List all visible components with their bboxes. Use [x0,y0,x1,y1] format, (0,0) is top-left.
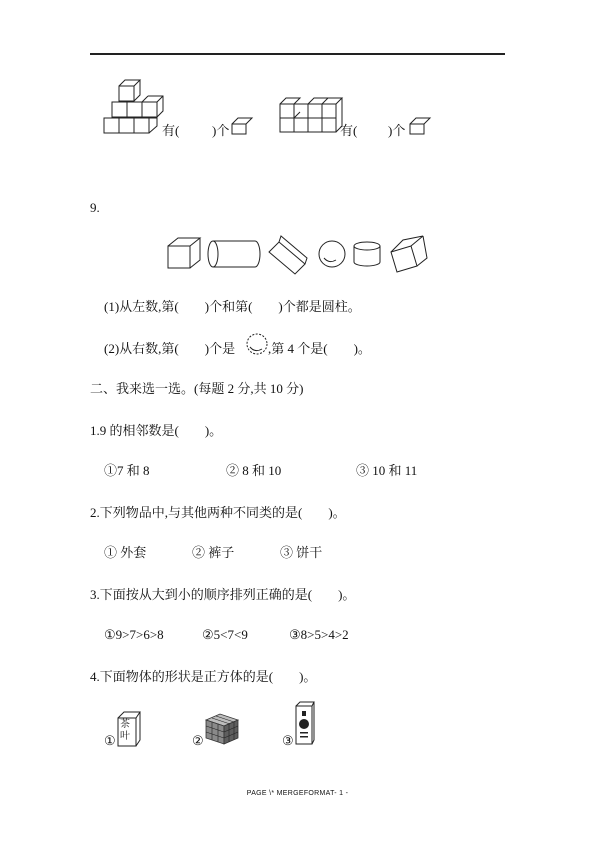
q1-stem: 1.9 的相邻数是( )。 [90,423,223,438]
page-footer: PAGE \* MERGEFORMAT- 1 - [246,790,349,797]
q2-stem: 2.下列物品中,与其他两种不同类的是( )。 [90,505,346,520]
q1-option-2: ② 8 和 10 [226,463,282,478]
cube-stack-right-figure [278,96,338,136]
cube-stack-left-figure [102,78,162,118]
q8-left-text-2: )个 [212,123,230,138]
tea-box-text-2: 叶 [120,731,130,742]
q8-right-text-2: )个 [388,123,406,138]
q2-option-3: ③ 饼干 [280,545,323,560]
q9-sub1: (1)从左数,第( )个和第( )个都是圆柱。 [104,299,361,314]
q3-stem: 3.下面按从大到小的顺序排列正确的是( )。 [90,587,356,602]
drink-box-image [294,702,316,746]
q4-option-3: ③ [282,733,294,748]
q3-option-3: ③8>5>4>2 [289,627,349,642]
q2-option-1: ① 外套 [104,545,147,560]
q9-number: 9. [90,200,100,215]
q9-sub2-a: (2)从右数,第( )个是 [104,341,236,356]
q8-left-text-1: 有( [162,123,180,138]
q1-option-3: ③ 10 和 11 [356,463,418,478]
tea-box-text-1: 茶 [120,719,130,730]
solid-shapes-row [165,234,435,278]
small-cube-icon [230,118,254,132]
q1-option-1: ①7 和 8 [104,463,150,478]
sphere-icon [246,333,270,357]
q8-right-text-1: 有( [340,123,358,138]
q3-option-1: ①9>7>6>8 [104,627,164,642]
q4-option-2: ② [192,733,204,748]
q3-option-2: ②5<7<9 [202,627,248,642]
header-rule [90,53,505,55]
section2-heading: 二、我来选一选。(每题 2 分,共 10 分) [90,381,304,396]
q2-option-2: ② 裤子 [192,545,235,560]
small-cube-icon-right [408,118,432,132]
q4-stem: 4.下面物体的形状是正方体的是( )。 [90,669,317,684]
rubiks-cube-image [204,710,240,746]
q9-sub2-b: ,第 4 个是( )。 [268,341,371,356]
q4-option-1: ① [104,733,116,748]
